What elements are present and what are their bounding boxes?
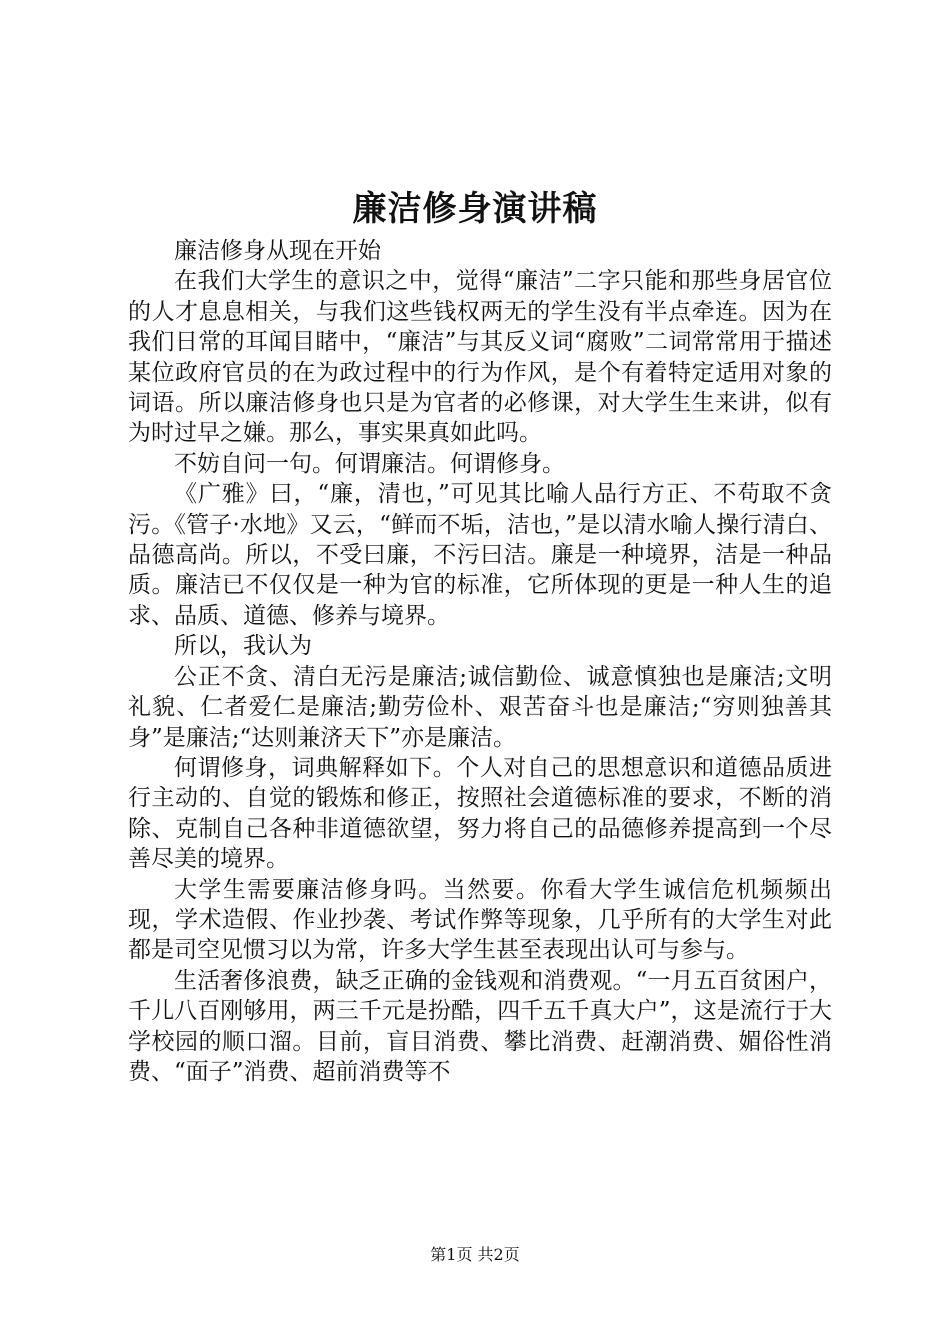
page-footer: 第1页 共2页 (430, 1245, 520, 1264)
paragraph: 《广雅》曰，“廉，清也，”可见其比喻人品行方正、不苟取不贪污。《管子·水地》又云，“鲜而不垢，洁也，”是以清水喻人操行清白、品德高尚。所以，不受曰廉，不污曰洁。廉是一种境界，洁是一种品质。廉洁已不仅仅是一种为官的标准，它所体现的更是一种人生的追求、品质、道德、修养与境界。 (128, 481, 832, 629)
paragraph: 廉洁修身从现在开始 (174, 238, 381, 264)
paragraph: 何谓修身，词典解释如下。个人对自己的思想意识和道德品质进行主动的、自觉的锻炼和修正，按照社会道德标准的要求，不断的消除、克制自己各种非道德欲望，努力将自己的品德修养提高到一个尽善尽美的境界。 (128, 754, 832, 873)
paragraph: 所以，我认为 (174, 633, 312, 660)
document-body (128, 236, 832, 1087)
document-title: 廉洁修身演讲稿 (352, 189, 598, 229)
paragraph: 生活奢侈浪费，缺乏正确的金钱观和消费观。“一月五百贫困户，千儿八百刚够用，两三千元是扮酷，四千五千真大户”，这是流行于大学校园的顺口溜。目前，盲目消费、攀比消费、赶潮消费、媚俗性消费、“面子”消费、超前消费等不 (128, 967, 832, 1085)
paragraph: 在我们大学生的意识之中，觉得“廉洁”二字只能和那些身居官位的人才息息相关，与我们这些钱权两无的学生没有半点牵连。因为在我们日常的耳闻目睹中，“廉洁”与其反义词“腐败”二词常常用于描述某位政府官员的在为政过程中的行为作风，是个有着特定适用对象的词语。所以廉洁修身也只是为官者的必修课，对大学生生来讲，似有为时过早之嫌。那么，事实果真如此吗。 (128, 268, 832, 447)
paragraph: 公正不贪、清白无污是廉洁;诚信勤俭、诚意慎独也是廉洁;文明礼貌、仁者爱仁是廉洁;勤劳俭朴、艰苦奋斗也是廉洁;“穷则独善其身”是廉洁;“达则兼济天下”亦是廉洁。 (128, 663, 832, 751)
paragraph: 大学生需要廉洁修身吗。当然要。你看大学生诚信危机频频出现，学术造假、作业抄袭、考试作弊等现象，几乎所有的大学生对此都是司空见惯习以为常，许多大学生甚至表现出认可与参与。 (128, 876, 832, 964)
paragraph: 不妨自问一句。何谓廉洁。何谓修身。 (174, 450, 565, 477)
